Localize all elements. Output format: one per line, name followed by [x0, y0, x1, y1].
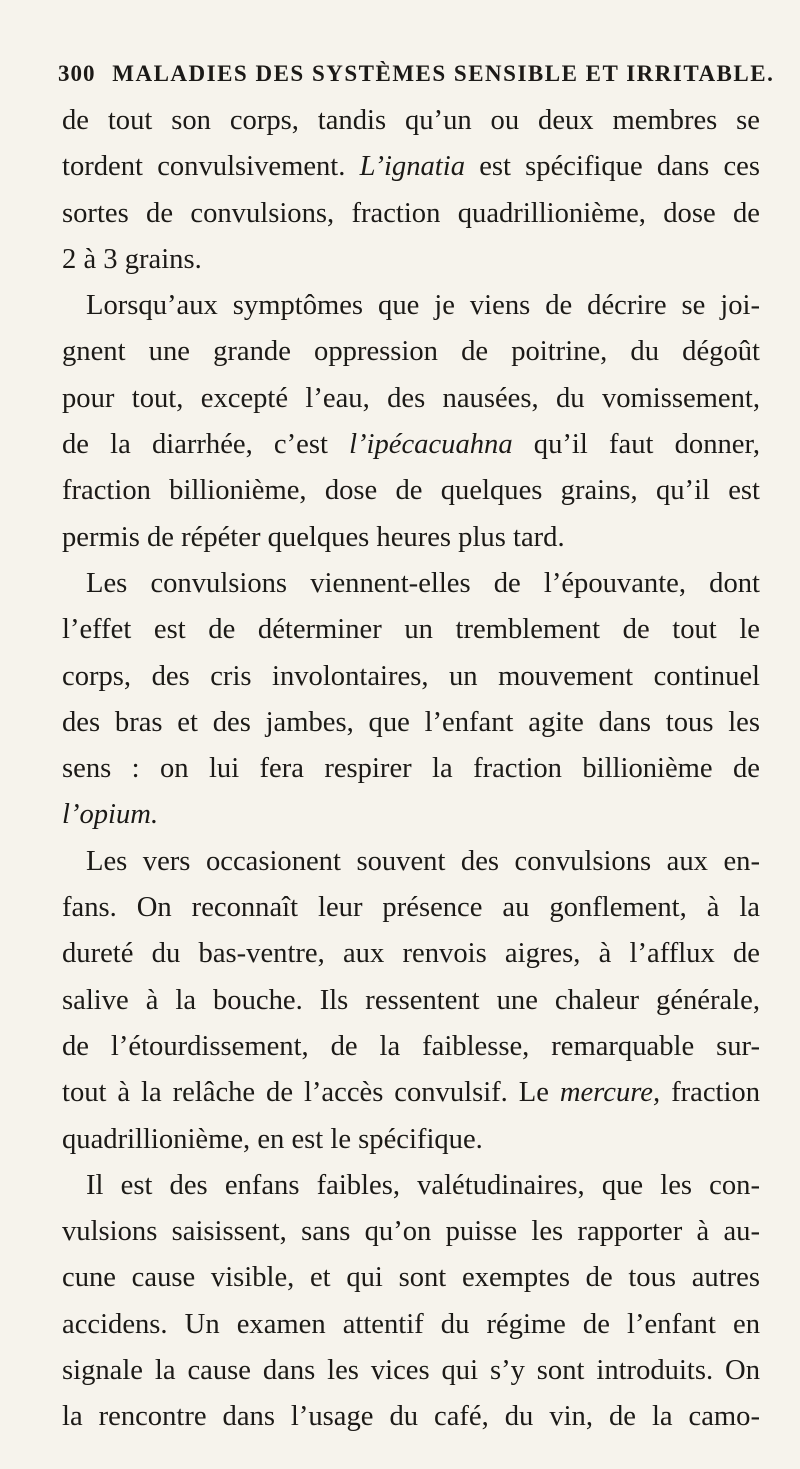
text-segment: Lorsqu’aux symptômes que je viens de décrire se joi- [86, 290, 760, 322]
text-line [62, 700, 760, 746]
text-line [62, 654, 760, 700]
text-line [62, 237, 760, 283]
text-segment: dureté du bas-ventre, aux renvois aigres, à l’afflux de [62, 938, 760, 970]
text-segment: tordent convulsivement. [62, 151, 360, 183]
text-line [62, 191, 760, 237]
text-segment: tout à la relâche de l’accès convulsif. Le [62, 1077, 560, 1109]
text-line [62, 1209, 760, 1255]
text-segment: signale la cause dans les vices qui s’y sont introduits. On [62, 1355, 760, 1387]
text-line [62, 376, 760, 422]
text-line [62, 329, 760, 375]
text-segment: de la diarrhée, c’est [62, 429, 350, 461]
text-segment: sens : on lui fera respirer la fraction billionième de [62, 753, 760, 785]
text-segment: quadrillionième, en est le spécifique. [62, 1123, 483, 1155]
text-line [62, 931, 760, 977]
text-line [62, 1394, 760, 1440]
text-segment: de l’étourdissement, de la faiblesse, remarquable sur- [62, 1030, 760, 1062]
italic-term: L’ignatia [359, 151, 465, 183]
text-line [62, 607, 760, 653]
running-head [58, 54, 775, 94]
text-segment: gnent une grande oppression de poitrine, du dégoût [62, 336, 760, 368]
page-number: 300 [58, 61, 96, 86]
body-text [62, 98, 760, 1441]
text-segment: est spécifique dans ces [465, 151, 760, 183]
text-line [62, 422, 760, 468]
text-segment: l’effet est de déterminer un tremblement de tout le [62, 614, 760, 646]
text-line [62, 746, 760, 792]
text-line [62, 1117, 760, 1163]
text-segment: accidens. Un examen attentif du régime de l’enfant en [62, 1308, 760, 1340]
text-line [62, 515, 760, 561]
italic-term: mercure, [559, 1077, 661, 1109]
text-segment: qu’il faut donner, [512, 429, 761, 461]
text-segment: fraction billionième, dose de quelques grains, qu’il est [62, 475, 760, 507]
text-line [62, 1348, 760, 1394]
text-line [62, 1024, 760, 1070]
text-segment: fraction [660, 1077, 760, 1109]
text-segment: 2 à 3 grains. [62, 243, 202, 275]
text-segment: fans. On reconnaît leur présence au gonflement, à la [62, 892, 760, 924]
running-head-title: MALADIES DES SYSTÈMES SENSIBLE ET IRRITABLE. [112, 61, 775, 86]
text-segment: sortes de convulsions, fraction quadrillionième, dose de [62, 197, 760, 229]
text-line [62, 1163, 760, 1209]
text-segment: la rencontre dans l’usage du café, du vin, de la camo- [62, 1401, 760, 1433]
text-segment: de tout son corps, tandis qu’un ou deux membres se [62, 105, 760, 136]
text-line [62, 283, 760, 329]
text-line [62, 1255, 760, 1301]
text-segment: cune cause visible, et qui sont exemptes de tous autres [62, 1262, 760, 1294]
text-line [62, 144, 760, 190]
text-line [62, 839, 760, 885]
text-segment: permis de répéter quelques heures plus tard. [62, 521, 565, 553]
italic-term: l’ipécacuahna [349, 429, 513, 461]
text-segment: corps, des cris involontaires, un mouvement continuel [62, 660, 760, 692]
text-line [62, 98, 760, 144]
text-segment: Il est des enfans faibles, valétudinaires, que les con- [86, 1169, 760, 1201]
text-line [62, 978, 760, 1024]
text-line [62, 1070, 760, 1116]
text-line [62, 561, 760, 607]
text-line [62, 1302, 760, 1348]
text-segment: salive à la bouche. Ils ressentent une chaleur générale, [62, 984, 760, 1016]
text-segment: Les convulsions viennent-elles de l’épouvante, dont [86, 567, 760, 599]
text-line [62, 885, 760, 931]
italic-term: l’opium. [62, 799, 159, 831]
text-line [62, 468, 760, 514]
text-segment: pour tout, excepté l’eau, des nausées, du vomissement, [62, 382, 760, 414]
text-line [62, 792, 760, 838]
text-segment: Les vers occasionent souvent des convulsions aux en- [86, 845, 760, 877]
text-segment: vulsions saisissent, sans qu’on puisse les rapporter à au- [62, 1216, 760, 1248]
text-segment: des bras et des jambes, que l’enfant agite dans tous les [62, 706, 760, 738]
